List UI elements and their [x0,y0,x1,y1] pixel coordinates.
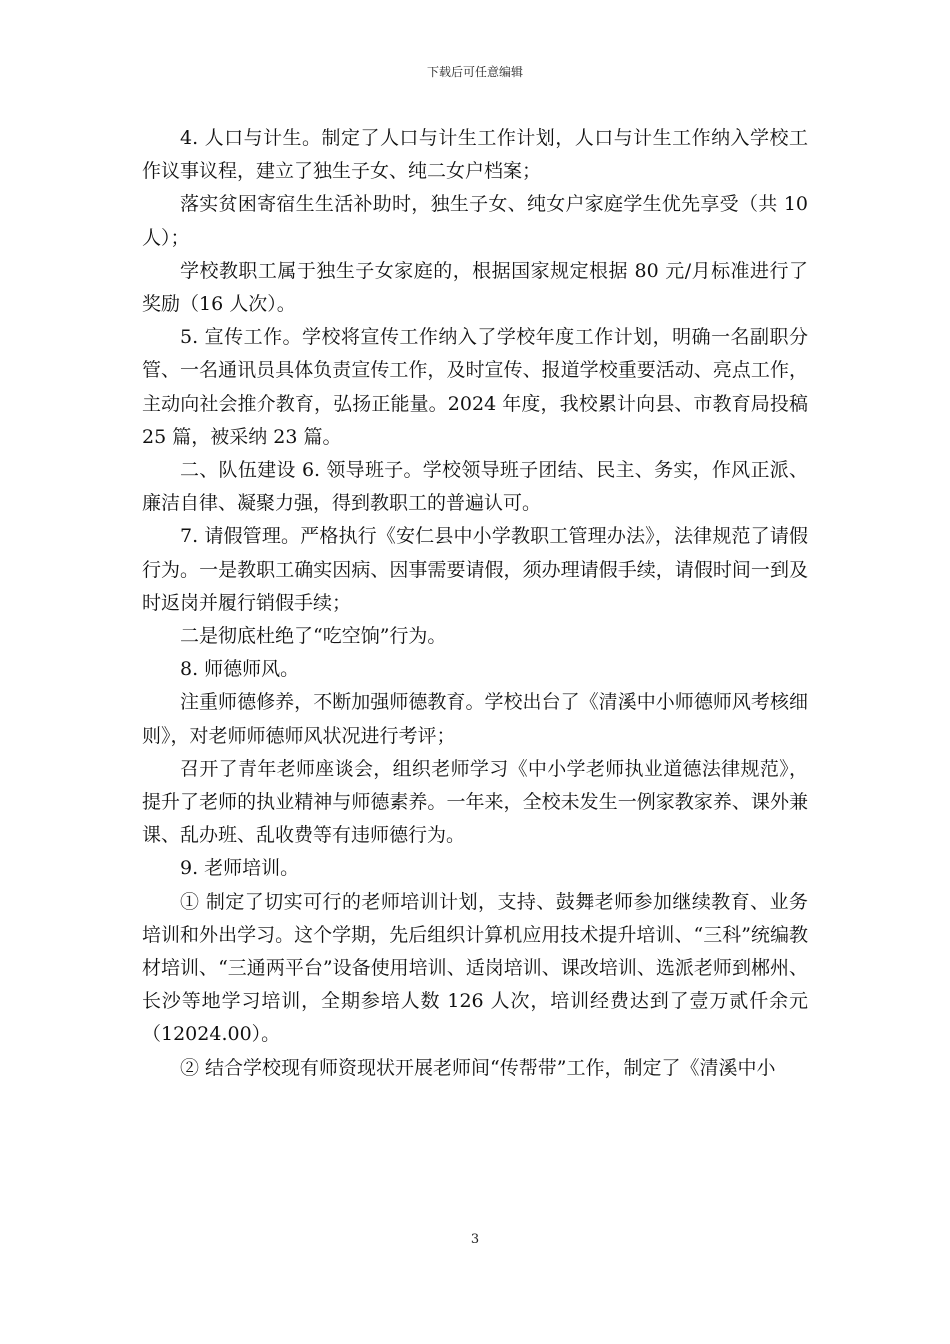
paragraph-publicity-work: 5. 宣传工作。学校将宣传工作纳入了学校年度工作计划，明确一名副职分管、一名通讯员具体负责宣传工作，及时宣传、报道学校重要活动、亮点工作，主动向社会推介教育，弘扬正能量。2024 年度，我校累计向县、市教育局投稿 25 篇，被采纳 23 篇。 [142,326,808,448]
paragraph-training-plan: ① 制定了切实可行的老师培训计划，支持、鼓舞老师参加继续教育、业务培训和外出学习。这个学期，先后组织计算机应用技术提升培训、“三科”统编教材培训、“三通两平台”设备使用培训、适岗培训、课改培训、选派老师到郴州、长沙等地学习培训，全期参培人数 126 人次，培训经费达到了壹万贰仟余元（12024.00）。 [142,890,808,1046]
page-header: 下载后可任意编辑 [426,65,523,79]
paragraph-no-ghost-salary: 二是彻底杜绝了“吃空饷”行为。 [180,625,447,648]
paragraph-boarding-subsidy: 落实贫困寄宿生生活补助时，独生子女、纯女户家庭学生优先享受（共 10 人）； [142,193,808,249]
paragraph-staff-reward: 学校教职工属于独生子女家庭的，根据国家规定根据 80 元/月标准进行了奖励（16 人次）。 [142,259,808,316]
paragraph-young-teacher-forum: 召开了青年老师座谈会，组织老师学习《中小学老师执业道德法律规范》，提升了老师的执业精神与师德素养。一年来，全校未发生一例家教家养、课外兼课、乱办班、乱收费等有违师德行为。 [142,757,808,847]
paragraph-ethics-education: 注重师德修养，不断加强师德教育。学校出台了《清溪中小师德师风考核细则》，对老师师德师风状况进行考评； [142,691,808,747]
paragraph-teacher-ethics-heading: 8. 师德师风。 [180,658,300,681]
paragraph-mentoring: ② 结合学校现有师资现状开展老师间“传帮带”工作，制定了《清溪中小 [180,1056,776,1079]
paragraph-leadership-team: 二、队伍建设 6. 领导班子。学校领导班子团结、民主、务实，作风正派、廉洁自律、凝聚力强，得到教职工的普遍认可。 [142,459,808,515]
page-number: 3 [470,1232,480,1247]
document-body [142,122,808,1085]
paragraph-leave-management: 7. 请假管理。严格执行《安仁县中小学教职工管理办法》，法律规范了请假行为。一是教职工确实因病、因事需要请假，须办理请假手续，请假时间一到及时返岗并履行销假手续； [142,525,808,614]
paragraph-teacher-training-heading: 9. 老师培训。 [180,857,300,880]
paragraph-population-planning: 4. 人口与计生。制定了人口与计生工作计划，人口与计生工作纳入学校工作议事议程，建立了独生子女、纯二女户档案； [142,127,808,183]
